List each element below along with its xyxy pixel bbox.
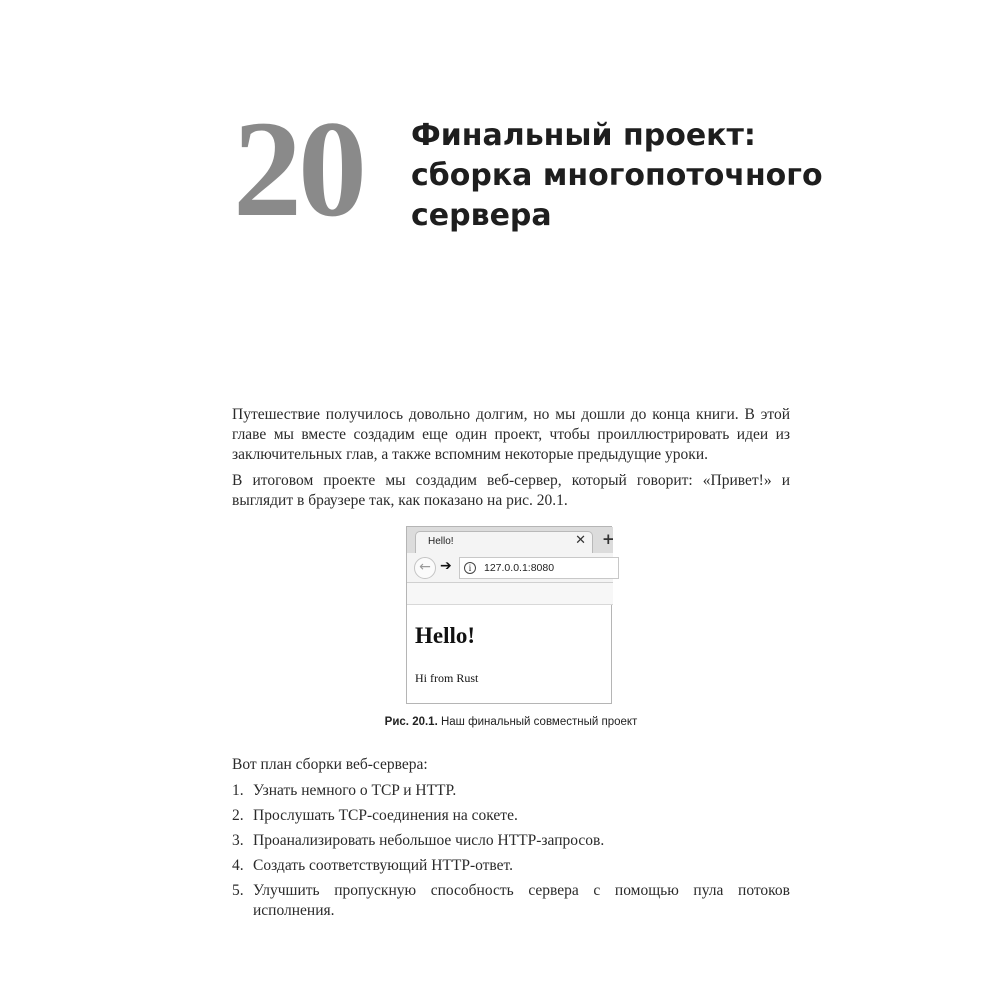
figure-caption xyxy=(232,716,790,728)
figure-caption-label: Рис. 20.1. xyxy=(384,716,438,728)
chapter-title-line: сервера xyxy=(411,198,552,233)
list-item xyxy=(232,881,790,921)
list-item-text: Прослушать TCP-соединения на сокете. xyxy=(253,807,518,824)
list-item xyxy=(232,856,790,876)
browser-screenshot-figure xyxy=(406,526,615,704)
chapter-title-line: сборка многопоточного xyxy=(411,158,823,193)
browser-tab-bar xyxy=(407,527,613,553)
list-item xyxy=(232,806,790,826)
address-bar[interactable] xyxy=(459,557,619,579)
list-item-number: 5. xyxy=(232,882,244,899)
chapter-title-line: Финальный проект: xyxy=(411,118,756,153)
plan-intro: Вот план сборки веб-сервера: xyxy=(232,756,428,773)
new-tab-icon[interactable]: + xyxy=(602,530,615,548)
close-icon[interactable]: ✕ xyxy=(575,533,586,548)
back-arrow-icon[interactable]: ← xyxy=(414,557,436,579)
figure-caption-text: Наш финальный совместный проект xyxy=(440,716,638,728)
page-heading: Hello! xyxy=(415,623,476,648)
browser-tab[interactable] xyxy=(415,531,593,553)
list-item-number: 1. xyxy=(232,782,244,799)
list-item-text: Узнать немного о TCP и HTTP. xyxy=(253,782,457,799)
forward-arrow-icon[interactable]: ➔ xyxy=(440,558,452,574)
url-text[interactable]: 127.0.0.1:8080 xyxy=(484,562,555,574)
page-text: Hi from Rust xyxy=(415,671,479,685)
intro-paragraph: Путешествие получилось довольно долгим, но мы дошли до конца книги. В этой главе мы вместе создадим еще один проект, чтобы проиллюстрировать идеи из заключительных глав, а также вспомним некоторые предыдущие уроки. xyxy=(232,406,790,463)
chapter-number: 20 xyxy=(233,92,363,245)
browser-bookmarks-bar xyxy=(407,583,613,605)
project-paragraph: В итоговом проекте мы создадим веб-сервер, который говорит: «Привет!» и выглядит в браузере так, как показано на рис. 20.1. xyxy=(232,472,790,509)
list-item-number: 4. xyxy=(232,857,244,874)
browser-toolbar xyxy=(407,553,613,583)
chapter-title xyxy=(411,116,831,236)
list-item xyxy=(232,781,790,801)
list-item-number: 3. xyxy=(232,832,244,849)
tab-title: Hello! xyxy=(428,536,454,547)
list-item-number: 2. xyxy=(232,807,244,824)
info-icon[interactable]: i xyxy=(464,562,476,574)
list-item-text: Улучшить пропускную способность сервера с помощью пула потоков исполнения. xyxy=(253,882,790,919)
list-item-text: Создать соответствующий HTTP-ответ. xyxy=(253,857,514,874)
plan-list xyxy=(232,781,790,926)
list-item xyxy=(232,831,790,851)
list-item-text: Проанализировать небольшое число HTTP-запросов. xyxy=(253,832,605,849)
